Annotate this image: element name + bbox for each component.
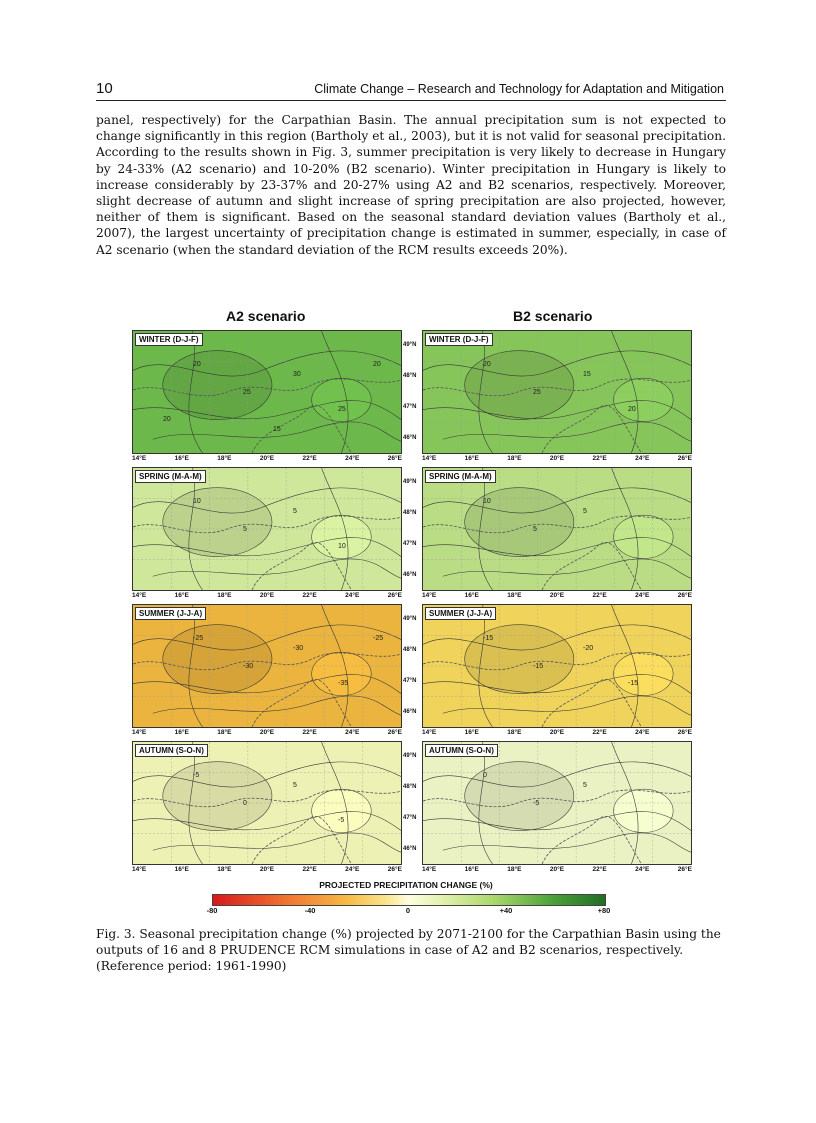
longitude-tick: 26°E [387, 592, 402, 599]
running-title: Climate Change – Research and Technology for Adaptation and Mitigation [314, 82, 724, 96]
longitude-tick: 20°E [259, 455, 275, 462]
contour-label: -30 [243, 663, 254, 670]
contour-label: 15 [273, 426, 281, 433]
latitude-tick: 48°N [403, 784, 417, 790]
longitude-tick: 18°E [507, 866, 522, 873]
longitude-tick: 22°E [302, 866, 317, 873]
longitude-tick: 14°E [422, 592, 437, 599]
contour-label: 20 [163, 416, 171, 423]
latitude-tick: 46°N [403, 572, 417, 578]
longitude-tick: 20°E [549, 729, 565, 736]
longitude-tick: 18°E [507, 729, 522, 736]
contour-label: 0 [243, 800, 247, 807]
map-panel-a2-3 [132, 604, 402, 728]
longitude-tick: 16°E [174, 455, 189, 462]
season-label: SUMMER (J-J-A) [425, 607, 496, 620]
body-paragraph: panel, respectively) for the Carpathian Basin. The annual precipitation sum is not expected to change significantly in this region (Bartholy et al., 2003), but it is not valid for seasonal precipitation. According to the results shown in Fig. 3, summer precipitation is very likely to decrease in Hungary by 24-33% (A2 scenario) and 10-20% (B2 scenario). Winter precipitation in Hungary is likely to increase considerably by 23-37% and 20-27% using A2 and B2 scenarios, respectively. Moreover, slight decrease of autumn and slight increase of spring precipitation are also projected, however, neither of them is significant. Based on the seasonal standard deviation values (Bartholy et al., 2007), the largest uncertainty of precipitation change is estimated in summer, especially, in case of A2 scenario (when the standard deviation of the RCM results exceeds 20%). [96, 113, 726, 257]
contour-label: -5 [338, 817, 345, 824]
longitude-tick: 14°E [422, 729, 437, 736]
longitude-tick: 24°E [635, 866, 650, 873]
longitude-axis [422, 592, 692, 602]
map-panel-b2-2 [422, 467, 692, 591]
contour-label: 30 [293, 371, 301, 378]
longitude-tick: 14°E [132, 592, 147, 599]
latitude-tick: 48°N [403, 510, 417, 516]
longitude-tick: 24°E [345, 592, 360, 599]
page-header [96, 80, 726, 101]
precipitation-map [133, 742, 401, 864]
precipitation-map [133, 468, 401, 590]
colorbar-tick: +40 [499, 906, 513, 915]
precipitation-map [133, 605, 401, 727]
contour-label: -5 [533, 800, 540, 807]
longitude-axis [132, 729, 402, 739]
longitude-tick: 20°E [549, 455, 565, 462]
longitude-tick: 24°E [635, 455, 650, 462]
page-number: 10 [96, 80, 113, 97]
longitude-tick: 14°E [132, 455, 147, 462]
contour-label: 0 [483, 772, 487, 779]
contour-label: 5 [293, 508, 297, 515]
longitude-tick: 26°E [677, 866, 692, 873]
colorbar-ticks [206, 906, 611, 916]
contour-label: -20 [583, 645, 594, 652]
longitude-tick: 20°E [259, 866, 275, 873]
latitude-axis [403, 604, 423, 728]
longitude-tick: 18°E [217, 866, 232, 873]
contour-label: 20 [373, 361, 381, 368]
latitude-tick: 48°N [403, 373, 417, 379]
map-panel-a2-1 [132, 330, 402, 454]
latitude-tick: 49°N [403, 342, 417, 348]
longitude-axis [422, 866, 692, 876]
longitude-tick: 18°E [507, 455, 522, 462]
longitude-tick: 26°E [677, 455, 692, 462]
latitude-tick: 46°N [403, 846, 417, 852]
longitude-tick: 14°E [422, 455, 437, 462]
precipitation-map [423, 468, 691, 590]
contour-label: 20 [628, 406, 636, 413]
contour-label: 25 [338, 406, 346, 413]
precipitation-map [133, 331, 401, 453]
longitude-tick: 14°E [422, 866, 437, 873]
longitude-tick: 20°E [259, 729, 275, 736]
longitude-tick: 16°E [464, 455, 479, 462]
latitude-tick: 46°N [403, 709, 417, 715]
latitude-tick: 49°N [403, 616, 417, 622]
longitude-tick: 16°E [174, 866, 189, 873]
season-label: SPRING (M-A-M) [425, 470, 496, 483]
latitude-tick: 47°N [403, 815, 417, 821]
contour-label: 10 [193, 498, 201, 505]
contour-label: 5 [243, 526, 247, 533]
longitude-tick: 18°E [217, 729, 232, 736]
map-panel-a2-2 [132, 467, 402, 591]
contour-label: -15 [533, 663, 544, 670]
b2-scenario-title: B2 scenario [513, 308, 593, 324]
longitude-tick: 14°E [132, 866, 147, 873]
longitude-tick: 24°E [345, 455, 360, 462]
longitude-tick: 26°E [387, 866, 402, 873]
colorbar-tick: -80 [206, 906, 218, 915]
colorbar [212, 894, 606, 906]
latitude-axis [403, 741, 423, 865]
contour-label: -35 [338, 680, 349, 687]
precipitation-map [423, 331, 691, 453]
longitude-tick: 14°E [132, 729, 147, 736]
map-panel-grid [132, 330, 692, 880]
map-panel-a2-4 [132, 741, 402, 865]
longitude-tick: 24°E [635, 592, 650, 599]
longitude-tick: 22°E [302, 729, 317, 736]
longitude-tick: 26°E [677, 592, 692, 599]
map-panel-b2-1 [422, 330, 692, 454]
season-label: SUMMER (J-J-A) [135, 607, 206, 620]
longitude-tick: 22°E [302, 592, 317, 599]
a2-scenario-title: A2 scenario [226, 308, 306, 324]
longitude-axis [132, 866, 402, 876]
colorbar-tick: -40 [304, 906, 316, 915]
season-label: AUTUMN (S-O-N) [425, 744, 498, 757]
contour-label: 20 [193, 361, 201, 368]
contour-label: 25 [243, 389, 251, 396]
map-panel-b2-4 [422, 741, 692, 865]
contour-label: -25 [193, 635, 204, 642]
longitude-axis [422, 729, 692, 739]
contour-label: 10 [483, 498, 491, 505]
latitude-tick: 46°N [403, 435, 417, 441]
longitude-axis [132, 455, 402, 465]
latitude-tick: 49°N [403, 753, 417, 759]
contour-label: -5 [193, 772, 200, 779]
longitude-tick: 24°E [345, 729, 360, 736]
contour-label: -15 [483, 635, 494, 642]
season-label: WINTER (D-J-F) [135, 333, 203, 346]
longitude-tick: 22°E [592, 866, 607, 873]
colorbar-title: PROJECTED PRECIPITATION CHANGE (%) [319, 880, 493, 890]
season-label: WINTER (D-J-F) [425, 333, 493, 346]
latitude-tick: 49°N [403, 479, 417, 485]
longitude-tick: 20°E [549, 866, 565, 873]
contour-label: -30 [293, 645, 304, 652]
longitude-tick: 16°E [464, 729, 479, 736]
contour-label: 5 [583, 782, 587, 789]
longitude-tick: 18°E [217, 455, 232, 462]
longitude-tick: 16°E [174, 729, 189, 736]
longitude-tick: 16°E [174, 592, 189, 599]
longitude-tick: 16°E [464, 866, 479, 873]
map-panel-b2-3 [422, 604, 692, 728]
contour-label: -15 [628, 680, 639, 687]
longitude-tick: 22°E [592, 729, 607, 736]
longitude-tick: 24°E [345, 866, 360, 873]
contour-label: 20 [483, 361, 491, 368]
contour-label: 5 [293, 782, 297, 789]
contour-label: 25 [533, 389, 541, 396]
colorbar-tick: +80 [597, 906, 611, 915]
figure-3 [128, 306, 692, 918]
contour-label: 15 [583, 371, 591, 378]
latitude-tick: 47°N [403, 678, 417, 684]
longitude-tick: 22°E [592, 455, 607, 462]
longitude-tick: 22°E [592, 592, 607, 599]
latitude-tick: 48°N [403, 647, 417, 653]
contour-label: -25 [373, 635, 384, 642]
longitude-tick: 16°E [464, 592, 479, 599]
longitude-tick: 18°E [507, 592, 522, 599]
colorbar-tick: 0 [405, 906, 411, 915]
latitude-tick: 47°N [403, 404, 417, 410]
contour-label: 10 [338, 543, 346, 550]
contour-label: 5 [583, 508, 587, 515]
longitude-tick: 26°E [677, 729, 692, 736]
longitude-tick: 26°E [387, 729, 402, 736]
contour-label: 5 [533, 526, 537, 533]
precipitation-map [423, 742, 691, 864]
longitude-tick: 20°E [259, 592, 275, 599]
longitude-tick: 26°E [387, 455, 402, 462]
season-label: AUTUMN (S-O-N) [135, 744, 208, 757]
longitude-axis [422, 455, 692, 465]
longitude-tick: 24°E [635, 729, 650, 736]
longitude-tick: 20°E [549, 592, 565, 599]
precipitation-map [423, 605, 691, 727]
longitude-axis [132, 592, 402, 602]
latitude-axis [403, 467, 423, 591]
latitude-tick: 47°N [403, 541, 417, 547]
season-label: SPRING (M-A-M) [135, 470, 206, 483]
latitude-axis [403, 330, 423, 454]
figure-caption: Fig. 3. Seasonal precipitation change (%) projected by 2071-2100 for the Carpathian Basin using the outputs of 16 and 8 PRUDENCE RCM simulations in case of A2 and B2 scenarios, respectively. (Reference period: 1961-1990) [96, 927, 721, 974]
longitude-tick: 18°E [217, 592, 232, 599]
longitude-tick: 22°E [302, 455, 317, 462]
